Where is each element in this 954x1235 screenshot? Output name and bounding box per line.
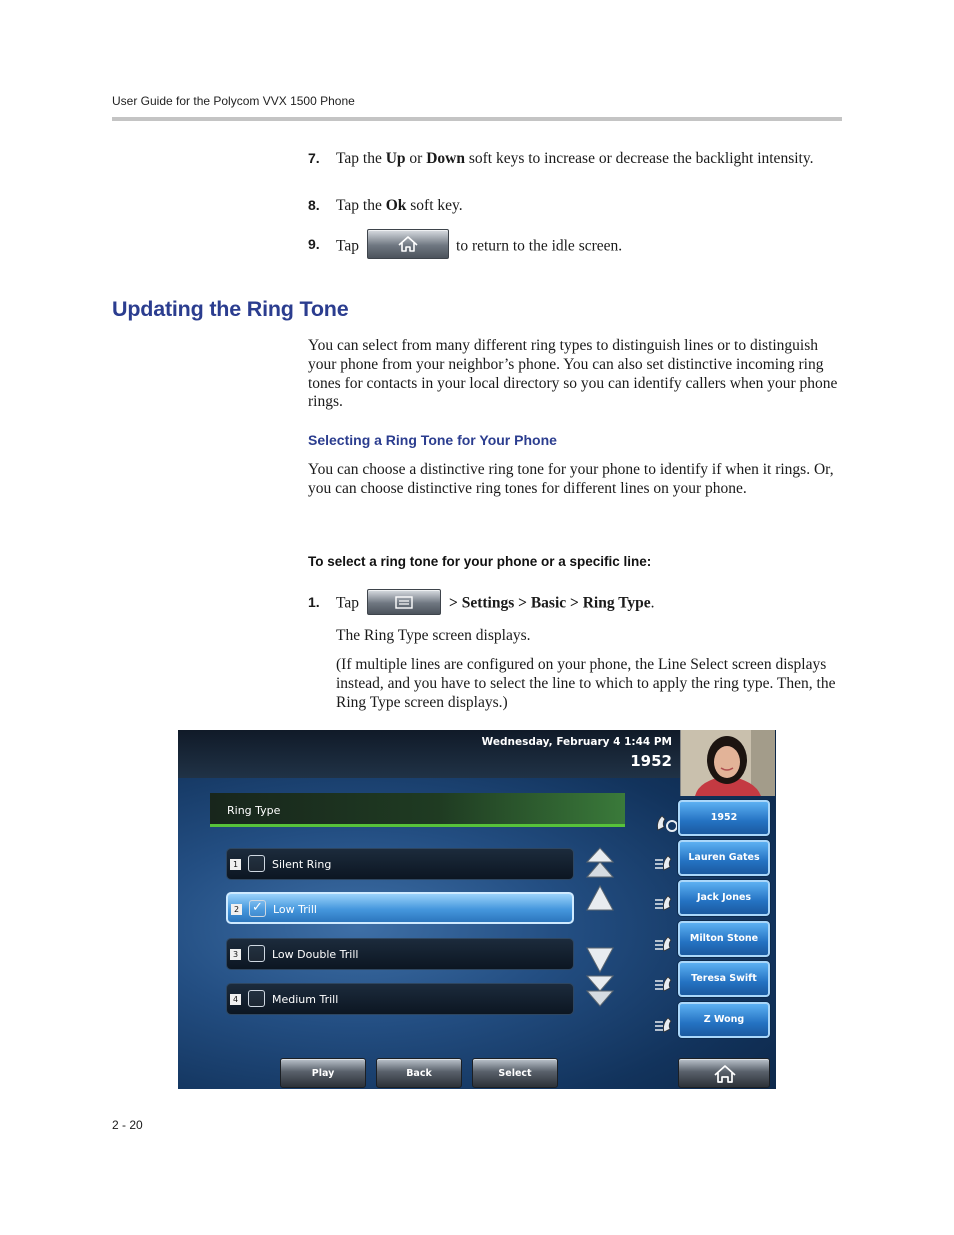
screen-title-bar [210, 793, 625, 827]
contact-key-label: Jack Jones [696, 892, 752, 903]
home-icon [368, 230, 448, 258]
speed-dial-icon [654, 931, 680, 955]
page-number: 2 - 20 [112, 1118, 143, 1132]
option-label: Silent Ring [272, 858, 332, 871]
scroll-down-icon[interactable] [584, 942, 616, 976]
home-icon [679, 1059, 771, 1089]
ring-type-option[interactable] [226, 848, 574, 880]
play-softkey[interactable] [280, 1058, 366, 1088]
running-header: User Guide for the Polycom VVX 1500 Phone [112, 94, 355, 108]
option-label: Medium Trill [272, 993, 339, 1006]
contact-key-label: Teresa Swift [691, 973, 757, 984]
ring-type-option-selected[interactable] [226, 892, 574, 924]
page-down-icon[interactable] [584, 974, 616, 1008]
contact-key-label: Z Wong [703, 1014, 745, 1025]
line-registered-icon [654, 810, 680, 834]
contact-key[interactable] [678, 921, 770, 957]
option-label: Low Double Trill [272, 948, 359, 961]
step-number: 8. [308, 197, 320, 213]
softkey-label: Select [498, 1068, 532, 1079]
phone-screen [178, 730, 776, 1089]
speed-dial-icon [654, 890, 680, 914]
section-title: Updating the Ring Tone [112, 297, 349, 321]
line-key[interactable] [678, 800, 770, 836]
line-key-label: 1952 [710, 812, 738, 823]
ring-type-option[interactable] [226, 983, 574, 1015]
step-text: Tap > Settings > Basic > Ring Type. [336, 593, 841, 615]
option-index: 3 [230, 949, 241, 960]
ring-type-option[interactable] [226, 938, 574, 970]
step-text: Tap the Up or Down soft keys to increase or decrease the backlight intensity. [336, 150, 814, 167]
home-button-image [367, 229, 449, 259]
date-time: Wednesday, February 4 1:44 PM [481, 736, 672, 748]
step-number: 9. [308, 236, 320, 252]
procedure-note-1: The Ring Type screen displays. [336, 627, 531, 644]
avatar [681, 730, 775, 796]
step-text: Tap to return to the idle screen. [336, 235, 841, 259]
contact-key[interactable] [678, 840, 770, 876]
softkey-label: Play [311, 1068, 335, 1079]
speed-dial-icon [654, 1012, 680, 1036]
back-softkey[interactable] [376, 1058, 462, 1088]
screen-title: Ring Type [227, 804, 281, 817]
home-softkey[interactable] [678, 1058, 770, 1088]
speed-dial-icon [654, 971, 680, 995]
select-softkey[interactable] [472, 1058, 558, 1088]
procedure-note-2: (If multiple lines are configured on your phone, the Line Select screen displays instead, and you have to select the line to which to apply the ring type. Then, the Ring Type screen displays.) [336, 656, 836, 711]
section-intro: You can select from many different ring types to distinguish lines or to distinguish your phone from your neighbor’s phone. You can also set distinctive incoming ring tones for contacts in your local directory so you can identify callers when your phone rings. [308, 337, 838, 411]
menu-icon [368, 590, 440, 614]
subsection-title: Selecting a Ring Tone for Your Phone [308, 432, 557, 448]
step-number: 1. [308, 594, 320, 610]
extension-number: 1952 [630, 752, 672, 770]
contact-key[interactable] [678, 961, 770, 997]
procedure-title: To select a ring tone for your phone or a specific line: [308, 554, 652, 569]
user-photo [680, 730, 775, 796]
contact-key-label: Lauren Gates [688, 852, 760, 863]
ring-type-checkbox[interactable] [248, 855, 265, 872]
softkey-label: Back [406, 1068, 432, 1079]
contact-key-label: Milton Stone [689, 933, 759, 944]
option-label: Low Trill [273, 903, 317, 916]
ring-type-checkbox[interactable] [248, 945, 265, 962]
option-index: 1 [230, 859, 241, 870]
checkmark-icon[interactable]: ✓ [249, 900, 266, 917]
option-index: 4 [230, 994, 241, 1005]
ring-type-checkbox[interactable] [248, 990, 265, 1007]
scroll-up-icon[interactable] [584, 882, 616, 916]
step-text: Tap the Ok soft key. [336, 197, 463, 214]
speed-dial-icon [654, 850, 680, 874]
page-up-icon[interactable] [584, 846, 616, 880]
step-number: 7. [308, 150, 320, 166]
menu-button-image [367, 589, 441, 615]
contact-key[interactable] [678, 1002, 770, 1038]
option-index: 2 [231, 904, 242, 915]
header-rule [112, 117, 842, 121]
contact-key[interactable] [678, 880, 770, 916]
subsection-intro: You can choose a distinctive ring tone for your phone to identify if when it rings. Or, you can choose distinctive ring tones for different lines on your phone. [308, 461, 834, 497]
